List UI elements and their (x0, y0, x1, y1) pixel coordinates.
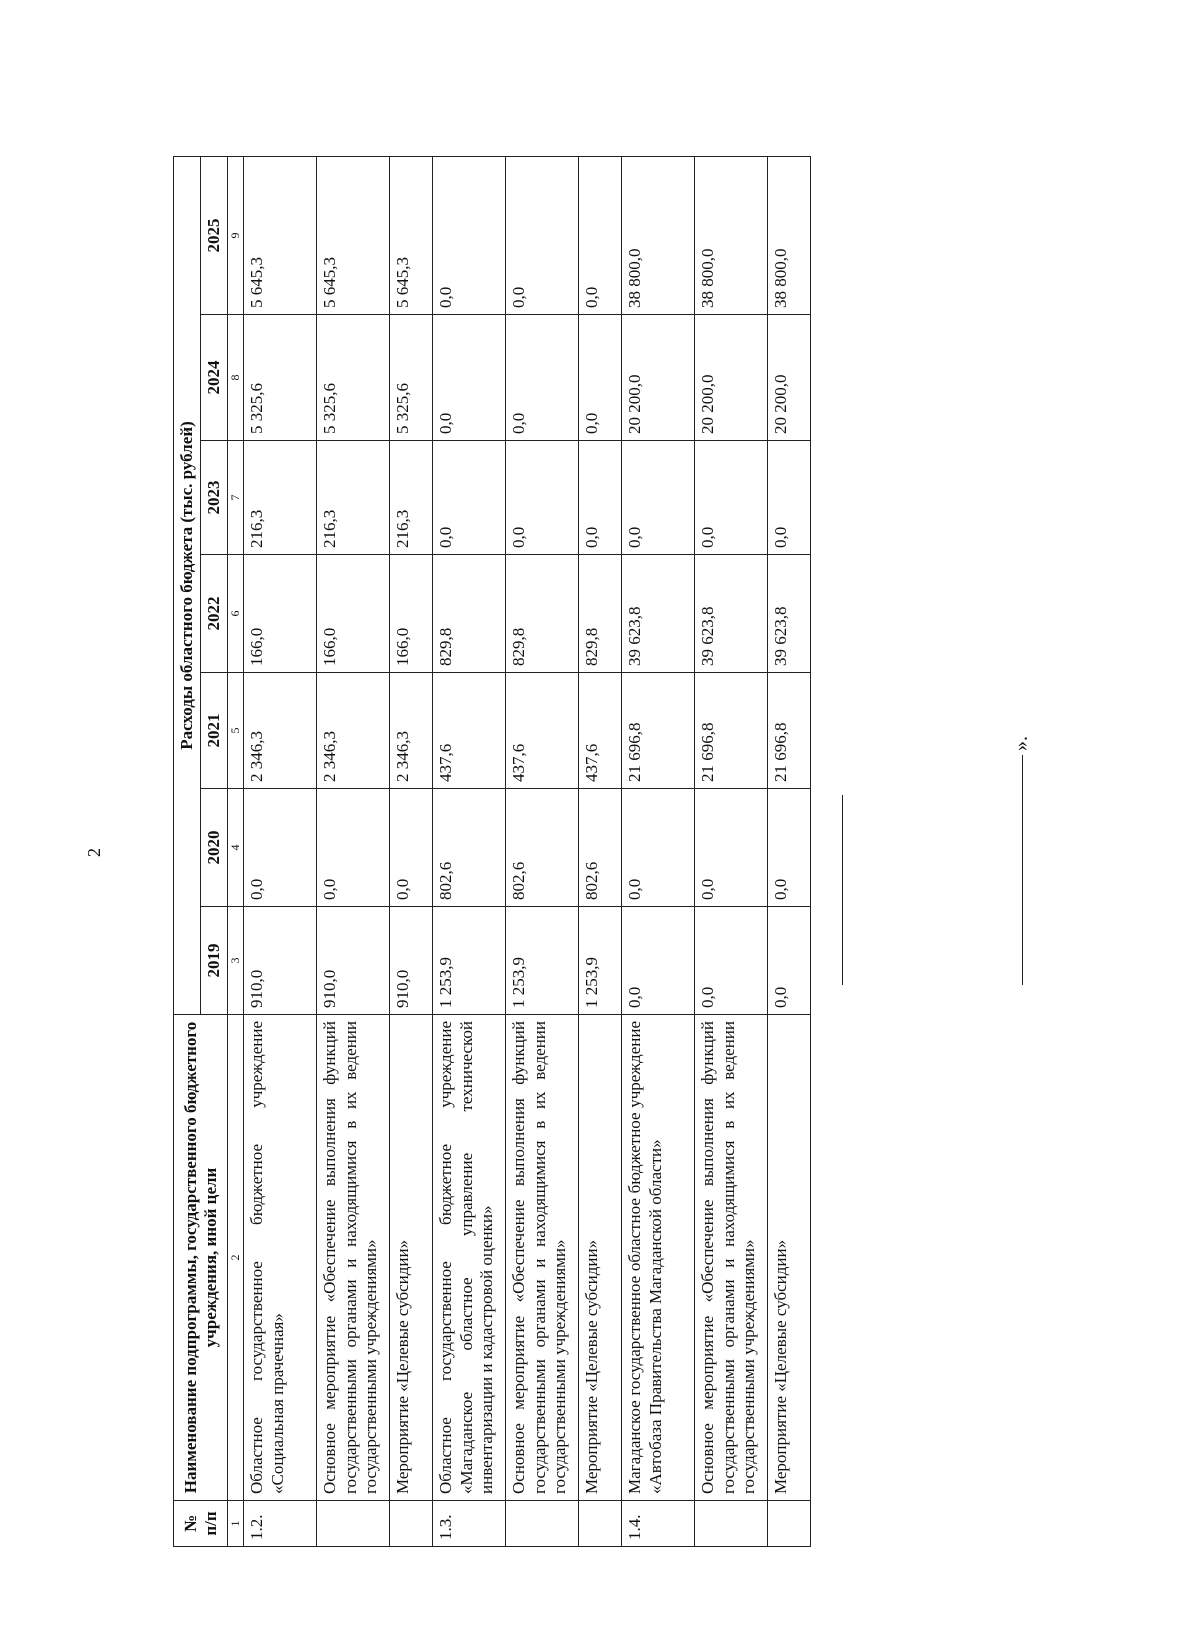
row-value: 21 696,8 (695, 673, 768, 789)
column-number: 9 (228, 157, 244, 315)
row-value: 38 800,0 (695, 157, 768, 315)
row-value: 0,0 (579, 157, 622, 315)
row-value: 5 325,6 (317, 315, 390, 441)
row-value: 21 696,8 (622, 673, 695, 789)
row-value: 1 253,9 (506, 907, 579, 1015)
row-value: 0,0 (622, 441, 695, 555)
row-value: 216,3 (390, 441, 433, 555)
table-row (506, 157, 579, 1547)
row-value: 5 325,6 (244, 315, 317, 441)
row-value: 0,0 (622, 789, 695, 907)
row-value: 0,0 (433, 441, 506, 555)
row-value: 910,0 (244, 907, 317, 1015)
row-value: 0,0 (506, 157, 579, 315)
page-number: 2 (84, 848, 104, 857)
row-value: 38 800,0 (622, 157, 695, 315)
row-number (390, 1501, 433, 1547)
row-value: 166,0 (317, 555, 390, 673)
row-value: 0,0 (622, 907, 695, 1015)
row-value: 0,0 (317, 789, 390, 907)
row-value: 21 696,8 (768, 673, 811, 789)
row-value: 5 325,6 (390, 315, 433, 441)
row-value: 0,0 (506, 441, 579, 555)
row-number: 1.3. (433, 1501, 506, 1547)
column-number: 4 (228, 789, 244, 907)
row-number: 1.2. (244, 1501, 317, 1547)
row-value: 829,8 (506, 555, 579, 673)
row-number (768, 1501, 811, 1547)
row-value: 0,0 (695, 789, 768, 907)
closing-rule (842, 795, 843, 985)
row-value: 829,8 (579, 555, 622, 673)
row-value: 802,6 (433, 789, 506, 907)
row-name: Мероприятие «Целевые субсидии» (390, 1015, 433, 1501)
row-name: Магаданское государственное областное бюджетное учреждение «Автобаза Правительства Магаданской области» (622, 1015, 695, 1501)
row-value: 437,6 (579, 673, 622, 789)
table-row (768, 157, 811, 1547)
row-value: 0,0 (244, 789, 317, 907)
row-value: 216,3 (317, 441, 390, 555)
row-value: 1 253,9 (433, 907, 506, 1015)
row-value: 0,0 (579, 315, 622, 441)
row-value: 0,0 (768, 441, 811, 555)
column-number: 1 (228, 1501, 244, 1547)
row-value: 0,0 (433, 315, 506, 441)
header-year: 2025 (201, 157, 228, 315)
row-value: 0,0 (433, 157, 506, 315)
row-value: 20 200,0 (622, 315, 695, 441)
row-value: 0,0 (695, 441, 768, 555)
row-value: 38 800,0 (768, 157, 811, 315)
row-name: Основное мероприятие «Обеспечение выполнения функций государственными органами и находящимися в их ведении государственными учреждениями» (695, 1015, 768, 1501)
closing-mark-row (1010, 685, 1050, 985)
row-name: Основное мероприятие «Обеспечение выполнения функций государственными органами и находящимися в их ведении государственными учреждениями» (317, 1015, 390, 1501)
table-row (244, 157, 317, 1547)
table-row (433, 157, 506, 1547)
row-value: 802,6 (506, 789, 579, 907)
column-number: 8 (228, 315, 244, 441)
row-value: 437,6 (433, 673, 506, 789)
header-year: 2023 (201, 441, 228, 555)
row-value: 802,6 (579, 789, 622, 907)
row-value: 39 623,8 (622, 555, 695, 673)
row-value: 20 200,0 (695, 315, 768, 441)
row-number: 1.4. (622, 1501, 695, 1547)
budget-table (173, 156, 811, 1547)
row-value: 39 623,8 (695, 555, 768, 673)
row-value: 39 623,8 (768, 555, 811, 673)
row-value: 0,0 (695, 907, 768, 1015)
table-body (244, 157, 811, 1547)
row-name: Мероприятие «Целевые субсидии» (768, 1015, 811, 1501)
header-year: 2021 (201, 673, 228, 789)
header-expenses: Расходы областного бюджета (тыс. рублей) (174, 157, 201, 1015)
row-value: 0,0 (579, 441, 622, 555)
row-value: 166,0 (244, 555, 317, 673)
row-name: Основное мероприятие «Обеспечение выполнения функций государственными органами и находящимися в их ведении государственными учреждениями» (506, 1015, 579, 1501)
row-number (579, 1501, 622, 1547)
closing-line (1022, 755, 1023, 985)
table-row (317, 157, 390, 1547)
row-name: Мероприятие «Целевые субсидии» (579, 1015, 622, 1501)
table-row (622, 157, 695, 1547)
row-number (695, 1501, 768, 1547)
row-value: 2 346,3 (390, 673, 433, 789)
table-row (695, 157, 768, 1547)
row-value: 1 253,9 (579, 907, 622, 1015)
row-value: 0,0 (390, 789, 433, 907)
header-year: 2022 (201, 555, 228, 673)
header-year: 2024 (201, 315, 228, 441)
row-name: Областное государственное бюджетное учреждение «Магаданское областное управление технической инвентаризации и кадастровой оценки» (433, 1015, 506, 1501)
row-value: 166,0 (390, 555, 433, 673)
row-value: 0,0 (506, 315, 579, 441)
header-name: Наименование подпрограммы, государственного бюджетного учреждения, иной цели (174, 1015, 228, 1501)
column-number: 2 (228, 1015, 244, 1501)
row-value: 0,0 (768, 789, 811, 907)
closing-mark: ». (1010, 736, 1032, 751)
row-value: 910,0 (317, 907, 390, 1015)
header-num: № п/п (174, 1501, 228, 1547)
column-number: 3 (228, 907, 244, 1015)
row-name: Областное государственное бюджетное учреждение «Социальная прачечная» (244, 1015, 317, 1501)
column-number: 5 (228, 673, 244, 789)
row-value: 5 645,3 (390, 157, 433, 315)
header-year: 2020 (201, 789, 228, 907)
row-value: 829,8 (433, 555, 506, 673)
table-row (390, 157, 433, 1547)
row-value: 5 645,3 (244, 157, 317, 315)
header-year: 2019 (201, 907, 228, 1015)
row-value: 0,0 (768, 907, 811, 1015)
table-row (579, 157, 622, 1547)
row-number (317, 1501, 390, 1547)
row-value: 216,3 (244, 441, 317, 555)
row-value: 20 200,0 (768, 315, 811, 441)
row-value: 5 645,3 (317, 157, 390, 315)
row-value: 2 346,3 (244, 673, 317, 789)
budget-table-container (173, 157, 943, 1547)
row-value: 437,6 (506, 673, 579, 789)
row-value: 910,0 (390, 907, 433, 1015)
column-number: 7 (228, 441, 244, 555)
row-value: 2 346,3 (317, 673, 390, 789)
row-number (506, 1501, 579, 1547)
column-number: 6 (228, 555, 244, 673)
